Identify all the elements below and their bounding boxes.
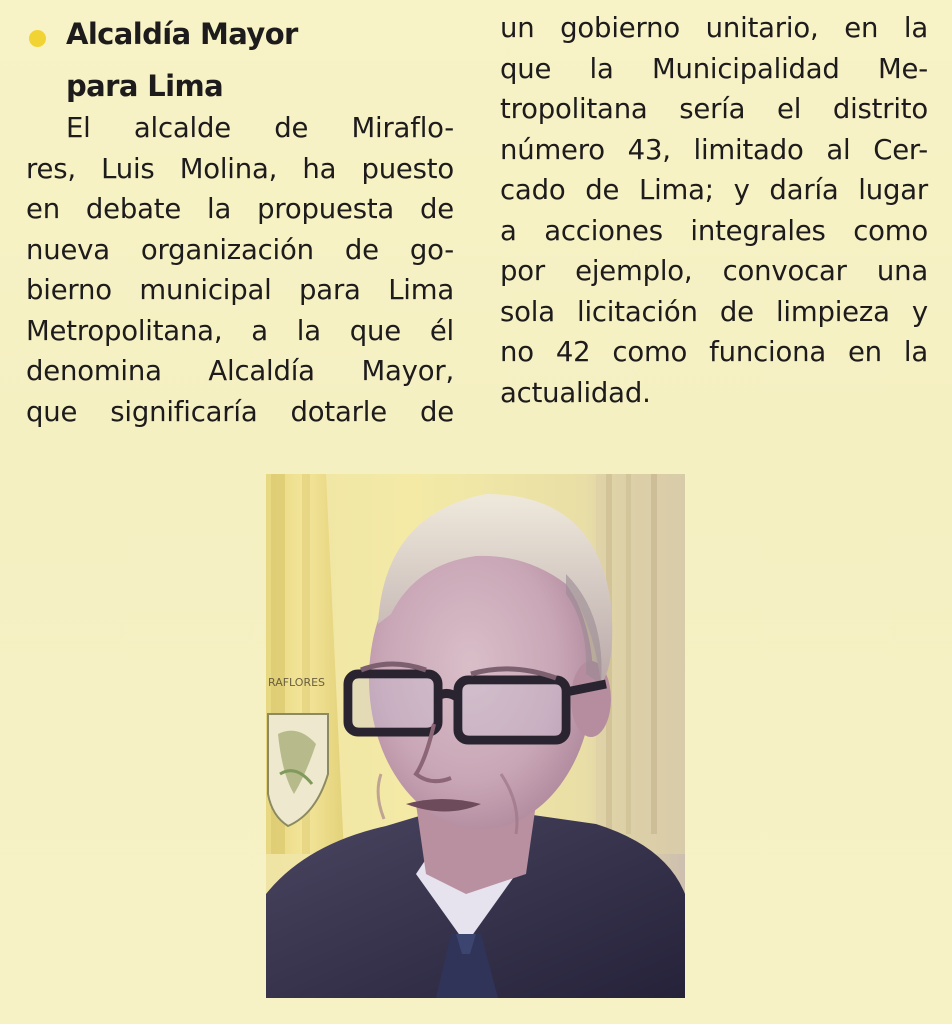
- body-line: que significaría dotarle de: [26, 395, 454, 428]
- crest-text: RAFLORES: [268, 676, 326, 689]
- body-line: número 43, limitado al Cer-: [500, 133, 928, 166]
- body-line: actualidad.: [500, 376, 651, 409]
- body-line: a acciones integrales como: [500, 214, 928, 247]
- portrait-illustration: [266, 474, 685, 998]
- body-line: sola licitación de limpieza y: [500, 295, 928, 328]
- portrait-photo: [266, 474, 685, 998]
- body-line: tropolitana sería el distrito: [500, 93, 928, 125]
- headline-line-1: Alcaldía Mayor: [66, 17, 298, 51]
- body-line: no 42 como funciona en la: [500, 336, 928, 368]
- body-line: un gobierno unitario, en la: [500, 12, 928, 44]
- body-line: cado de Lima; y daría lugar: [500, 174, 928, 206]
- body-line: que la Municipalidad Me-: [500, 52, 928, 85]
- right-column: [500, 8, 928, 413]
- body-line: res, Luis Molina, ha puesto: [26, 152, 454, 185]
- body-line: nueva organización de go-: [26, 233, 454, 266]
- body-line: bierno municipal para Lima: [26, 274, 454, 306]
- left-body-text: [26, 108, 454, 432]
- body-line: por ejemplo, convocar una: [500, 255, 928, 287]
- body-line: Metropolitana, a la que él: [26, 314, 454, 347]
- body-line: en debate la propuesta de: [26, 193, 454, 225]
- body-line: El alcalde de Miraflo-: [66, 112, 454, 144]
- headline-line-2: para Lima: [66, 69, 224, 103]
- headline-bullet-icon: [29, 30, 46, 47]
- body-line: denomina Alcaldía Mayor,: [26, 355, 454, 387]
